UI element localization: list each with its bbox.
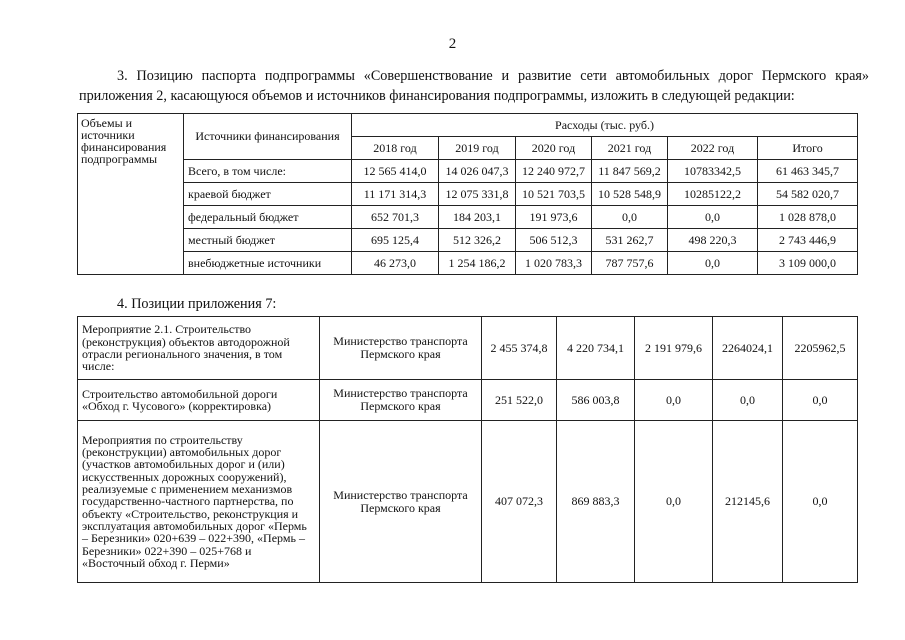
- value-cell: 4 220 734,1: [557, 317, 635, 380]
- paragraph-3: 3. Позицию паспорта подпрограммы «Совершенствование и развитие сети автомобильных дорог Пермского края» приложения 2, касающуюся объемов и источников финансирования подпрограммы, изложить в следующей редакции:: [79, 68, 869, 104]
- value-cell: 11 847 569,2: [592, 160, 668, 183]
- row-header: Объемы и источники финансирования подпрограммы: [78, 114, 184, 275]
- value-cell: 10 521 703,5: [516, 183, 592, 206]
- value-cell: 0,0: [635, 421, 713, 583]
- expenses-header: Расходы (тыс. руб.): [352, 114, 858, 137]
- value-cell: 1 254 186,2: [439, 252, 516, 275]
- financing-table: [77, 113, 858, 275]
- responsible-org: Министерство транспорта Пермского края: [320, 317, 482, 380]
- table-row: [78, 160, 858, 183]
- table-row: [78, 317, 858, 380]
- measure-name: Мероприятие 2.1. Строительство (реконструкция) объектов автодорожной отрасли регионального значения, в том числе:: [78, 317, 320, 380]
- total-cell: 3 109 000,0: [758, 252, 858, 275]
- value-cell: 787 757,6: [592, 252, 668, 275]
- value-cell: 2 455 374,8: [482, 317, 557, 380]
- measure-name: Строительство автомобильной дороги «Обход г. Чусового» (корректировка): [78, 380, 320, 421]
- source-label: федеральный бюджет: [184, 206, 352, 229]
- value-cell: 12 075 331,8: [439, 183, 516, 206]
- value-cell: 11 171 314,3: [352, 183, 439, 206]
- value-cell: 12 240 972,7: [516, 160, 592, 183]
- value-cell: 586 003,8: [557, 380, 635, 421]
- value-cell: 212145,6: [713, 421, 783, 583]
- value-cell: 10 528 548,9: [592, 183, 668, 206]
- sources-header: Источники финансирования: [184, 114, 352, 160]
- value-cell: 0,0: [668, 252, 758, 275]
- year-header: 2019 год: [439, 137, 516, 160]
- measure-name: Мероприятия по строительству (реконструкции) автомобильных дорог (участков автомобильных дорог и (или) искусственных дорожных сооружений), реализуемые с применением механизмов государственно-частного партнерства, по объекту «Строительство, реконструкция и эксплуатация автомобильных дорог «Пермь – Березники» 020+639 – 022+390, «Пермь – Березники» 022+390 – 025+768 и «Восточный обход г. Перми»: [78, 421, 320, 583]
- value-cell: 512 326,2: [439, 229, 516, 252]
- value-cell: 2205962,5: [783, 317, 858, 380]
- year-header: 2020 год: [516, 137, 592, 160]
- value-cell: 506 512,3: [516, 229, 592, 252]
- appendix-7-table: [77, 316, 858, 583]
- value-cell: 2264024,1: [713, 317, 783, 380]
- total-cell: 1 028 878,0: [758, 206, 858, 229]
- total-cell: 54 582 020,7: [758, 183, 858, 206]
- value-cell: 251 522,0: [482, 380, 557, 421]
- paragraph-4: 4. Позиции приложения 7:: [117, 296, 277, 312]
- value-cell: 869 883,3: [557, 421, 635, 583]
- value-cell: 652 701,3: [352, 206, 439, 229]
- year-header: 2022 год: [668, 137, 758, 160]
- value-cell: 46 273,0: [352, 252, 439, 275]
- total-header: Итого: [758, 137, 858, 160]
- value-cell: 191 973,6: [516, 206, 592, 229]
- value-cell: 498 220,3: [668, 229, 758, 252]
- value-cell: 10285122,2: [668, 183, 758, 206]
- value-cell: 0,0: [713, 380, 783, 421]
- value-cell: 10783342,5: [668, 160, 758, 183]
- table-row: [78, 380, 858, 421]
- value-cell: 0,0: [635, 380, 713, 421]
- value-cell: 12 565 414,0: [352, 160, 439, 183]
- table-row: [78, 183, 858, 206]
- value-cell: 0,0: [592, 206, 668, 229]
- value-cell: 2 191 979,6: [635, 317, 713, 380]
- value-cell: 0,0: [783, 421, 858, 583]
- value-cell: 14 026 047,3: [439, 160, 516, 183]
- value-cell: 695 125,4: [352, 229, 439, 252]
- source-label: краевой бюджет: [184, 183, 352, 206]
- value-cell: 407 072,3: [482, 421, 557, 583]
- table-row: [78, 252, 858, 275]
- value-cell: 1 020 783,3: [516, 252, 592, 275]
- source-label: местный бюджет: [184, 229, 352, 252]
- total-cell: 2 743 446,9: [758, 229, 858, 252]
- table-row: [78, 206, 858, 229]
- responsible-org: Министерство транспорта Пермского края: [320, 380, 482, 421]
- page-number: 2: [448, 36, 457, 52]
- value-cell: 0,0: [783, 380, 858, 421]
- value-cell: 531 262,7: [592, 229, 668, 252]
- value-cell: 0,0: [668, 206, 758, 229]
- table-row: [78, 229, 858, 252]
- value-cell: 184 203,1: [439, 206, 516, 229]
- table-row: [78, 421, 858, 583]
- responsible-org: Министерство транспорта Пермского края: [320, 421, 482, 583]
- source-label: Всего, в том числе:: [184, 160, 352, 183]
- source-label: внебюджетные источники: [184, 252, 352, 275]
- total-cell: 61 463 345,7: [758, 160, 858, 183]
- year-header: 2021 год: [592, 137, 668, 160]
- year-header: 2018 год: [352, 137, 439, 160]
